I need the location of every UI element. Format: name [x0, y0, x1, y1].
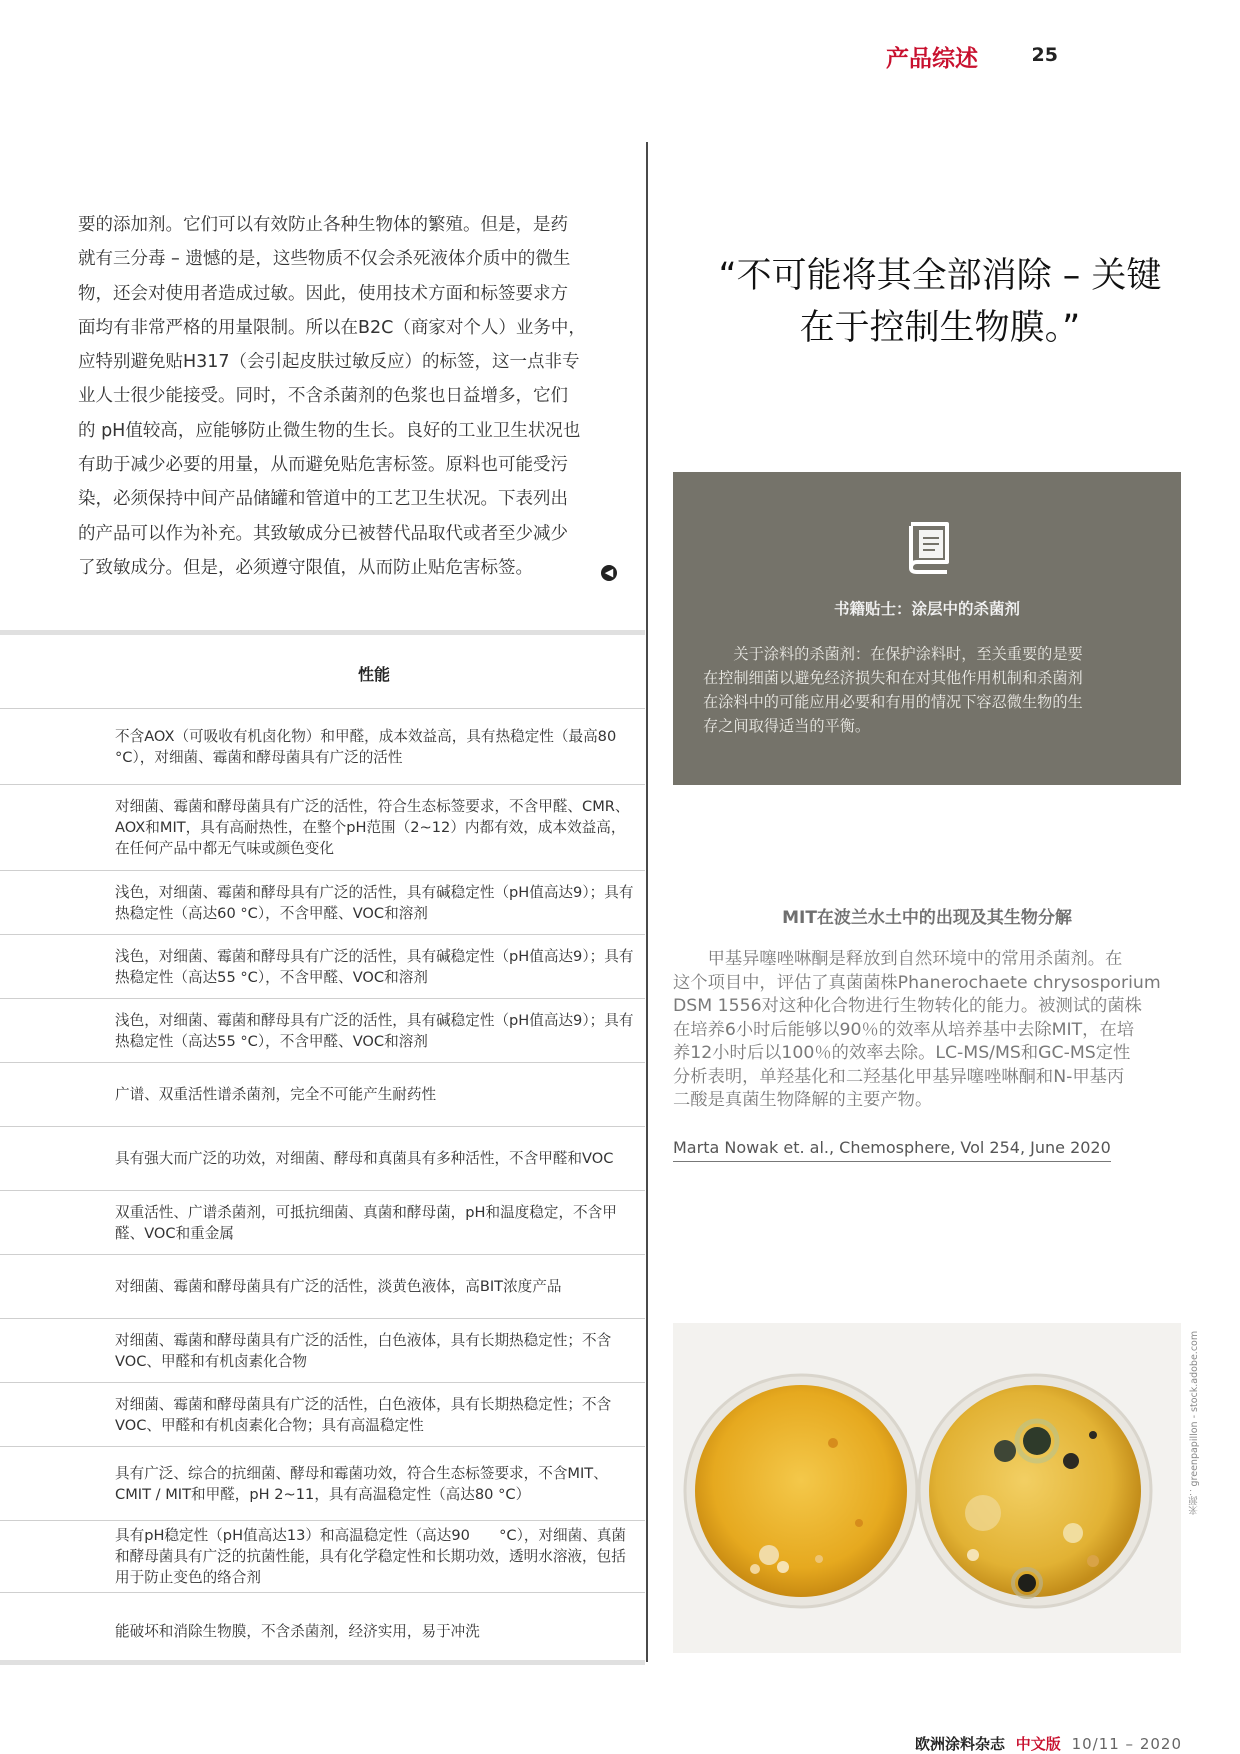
body-line: 就有三分毒 – 遗憾的是，这些物质不仅会杀死液体介质中的微生: [78, 249, 571, 270]
table-row: [0, 1127, 645, 1191]
book-tip-line: 在涂料中的可能应用必要和有用的情况下容忍微生物的生: [703, 693, 1083, 711]
body-line: 物，还会对使用者造成过敏。因此，使用技术方面和标签要求方: [78, 283, 568, 304]
table-row: [0, 1319, 645, 1383]
section-title: 产品综述: [886, 46, 978, 72]
book-tip-box: [673, 472, 1181, 785]
table-row: [0, 1447, 645, 1521]
book-tip-line: 存之间取得适当的平衡。: [703, 717, 871, 735]
body-line: 的产品可以作为补充。其致敏成分已被替代品取代或者至少减少: [78, 523, 568, 544]
continue-arrow-icon[interactable]: ◀: [601, 565, 617, 581]
footer-issue: 10/11 – 2020: [1071, 1735, 1182, 1753]
book-tip-line: 在控制细菌以避免经济损失和在对其他作用机制和杀菌剂: [703, 669, 1083, 687]
research-line: 分析表明，单羟基化和二羟基化甲基异噻唑啉酮和N-甲基丙: [673, 1066, 1125, 1087]
petri-dish-image: [673, 1323, 1181, 1653]
book-icon: [897, 516, 957, 580]
table-cell: 对细菌、霉菌和酵母菌具有广泛的活性，淡黄色液体，高BIT浓度产品: [115, 1278, 562, 1295]
body-line: 了致敏成分。但是，必须遵守限值，从而防止贴危害标签。: [78, 557, 533, 578]
body-line: 有助于减少必要的用量，从而避免贴危害标签。原料也可能受污: [78, 455, 568, 476]
table-cell: 对细菌、霉菌和酵母菌具有广泛的活性，白色液体，具有长期热稳定性；不含VOC、甲醛和有机卤素化合物: [115, 1331, 612, 1370]
table-row: [0, 785, 645, 871]
book-tip-title: 书籍贴士：涂层中的杀菌剂: [833, 600, 1020, 618]
research-line: 养12小时后以100％的效率去除。LC-MS/MS和GC-MS定性: [673, 1043, 1131, 1063]
research-line: 二酸是真菌生物降解的主要产物。: [673, 1090, 933, 1110]
pull-quote: [690, 250, 1190, 354]
table-cell: 不含AOX（可吸收有机卤化物）和甲醛，成本效益高，具有热稳定性（最高80 °C），对细菌、霉菌和酵母菌具有广泛的活性: [115, 727, 617, 766]
research-line: 在培养6小时后能够以90％的效率从培养基中去除MIT，在培: [673, 1019, 1135, 1040]
research-title: MIT在波兰水土中的出现及其生物分解: [782, 908, 1072, 928]
table-row: [0, 1593, 645, 1669]
table-row: [0, 1383, 645, 1447]
body-line: 要的添加剂。它们可以有效防止各种生物体的繁殖。但是，是药: [78, 215, 568, 235]
table-cell: 广谱、双重活性谱杀菌剂，完全不可能产生耐药性: [115, 1086, 437, 1103]
table-row: [0, 709, 645, 785]
table-cell: 浅色，对细菌、霉菌和酵母具有广泛的活性，具有碱稳定性（pH值高达9）；具有热稳定性（高达55 °C），不含甲醛、VOC和溶剂: [115, 947, 634, 986]
book-tip-body: [703, 642, 1153, 738]
table-cell: 浅色，对细菌、霉菌和酵母具有广泛的活性，具有碱稳定性（pH值高达9）；具有热稳定性（高达55 °C），不含甲醛、VOC和溶剂: [115, 1011, 634, 1050]
research-line: DSM 1556对这种化合物进行生物转化的能力。被测试的菌株: [673, 996, 1142, 1016]
table-row: [0, 871, 645, 935]
table-header-label: 性能: [358, 665, 391, 684]
table-cell: 具有强大而广泛的功效，对细菌、酵母和真菌具有多种活性，不含甲醛和VOC: [115, 1150, 614, 1167]
table-row: [0, 999, 645, 1063]
table-cell: 具有广泛、综合的抗细菌、酵母和霉菌功效，符合生态标签要求，不含MIT、CMIT / MIT和甲醛，pH 2~11，具有高温稳定性（高达80 °C）: [115, 1464, 608, 1503]
table-cell: 能破坏和消除生物膜，不含杀菌剂，经济实用，易于冲洗: [115, 1622, 480, 1640]
research-body: [673, 948, 1181, 1113]
body-line: 染，必须保持中间产品储罐和管道中的工艺卫生状况。下表列出: [78, 489, 568, 510]
body-text: [78, 208, 618, 585]
table-cell: 对细菌、霉菌和酵母菌具有广泛的活性，白色液体，具有长期热稳定性；不含VOC、甲醛和有机卤素化合物；具有高温稳定性: [115, 1395, 612, 1434]
pull-quote-line: 在于控制生物膜。”: [799, 308, 1081, 348]
body-line: 业人士很少能接受。同时，不含杀菌剂的色浆也日益增多，它们: [78, 386, 568, 407]
table-row: [0, 1521, 645, 1593]
research-line: 甲基异噻唑啉酮是释放到自然环境中的常用杀菌剂。在: [673, 949, 1123, 969]
table-row: [0, 1255, 645, 1319]
table-body: [0, 709, 645, 1669]
footer-edition: 中文版: [1015, 1735, 1061, 1753]
table-row: [0, 1191, 645, 1255]
footer: [915, 1733, 1182, 1754]
body-line: 面均有非常严格的用量限制。所以在B2C（商家对个人）业务中，: [78, 317, 586, 338]
table-cell: 具有pH稳定性（pH值高达13）和高温稳定性（高达90 °C），对细菌、真菌和酵母菌具有广泛的抗菌性能，具有化学稳定性和长期功效，透明水溶液，包括用于防止变色的络合剂: [115, 1527, 627, 1586]
table-top-rule: [0, 630, 645, 635]
table-bottom-rule: [0, 1660, 645, 1665]
table-cell: 双重活性、广谱杀菌剂，可抵抗细菌、真菌和酵母菌，pH和温度稳定，不含甲醛、VOC和重金属: [115, 1203, 617, 1242]
table-header: [0, 650, 645, 709]
book-tip-line: 关于涂料的杀菌剂：在保护涂料时，至关重要的是要: [703, 645, 1083, 663]
pull-quote-line: “不可能将其全部消除 – 关键: [718, 256, 1162, 296]
column-divider: [646, 142, 648, 1662]
table-row: [0, 935, 645, 999]
table-cell: 对细菌、霉菌和酵母菌具有广泛的活性，符合生态标签要求，不含甲醛、CMR、AOX和MIT，具有高耐热性，在整个pH范围（2~12）内都有效，成本效益高，在任何产品中都无气味或颜色变化: [115, 798, 630, 857]
body-line: 的 pH值较高，应能够防止微生物的生长。良好的工业卫生状况也: [78, 420, 581, 441]
research-line: 这个项目中，评估了真菌菌株Phanerochaete chrysosporium: [673, 972, 1161, 993]
table-row: [0, 1063, 645, 1127]
table-cell: 浅色，对细菌、霉菌和酵母具有广泛的活性，具有碱稳定性（pH值高达9）；具有热稳定性（高达60 °C），不含甲醛、VOC和溶剂: [115, 883, 634, 922]
footer-magazine: 欧洲涂料杂志: [914, 1735, 1005, 1753]
page-number: 25: [1031, 44, 1058, 66]
image-credit: 来源：greenpapillon - stock.adobe.com: [1189, 1330, 1200, 1515]
research-citation-link[interactable]: Marta Nowak et. al., Chemosphere, Vol 254, June 2020: [673, 1138, 1111, 1162]
body-line: 应特别避免贴H317（会引起皮肤过敏反应）的标签，这一点非专: [78, 352, 580, 373]
